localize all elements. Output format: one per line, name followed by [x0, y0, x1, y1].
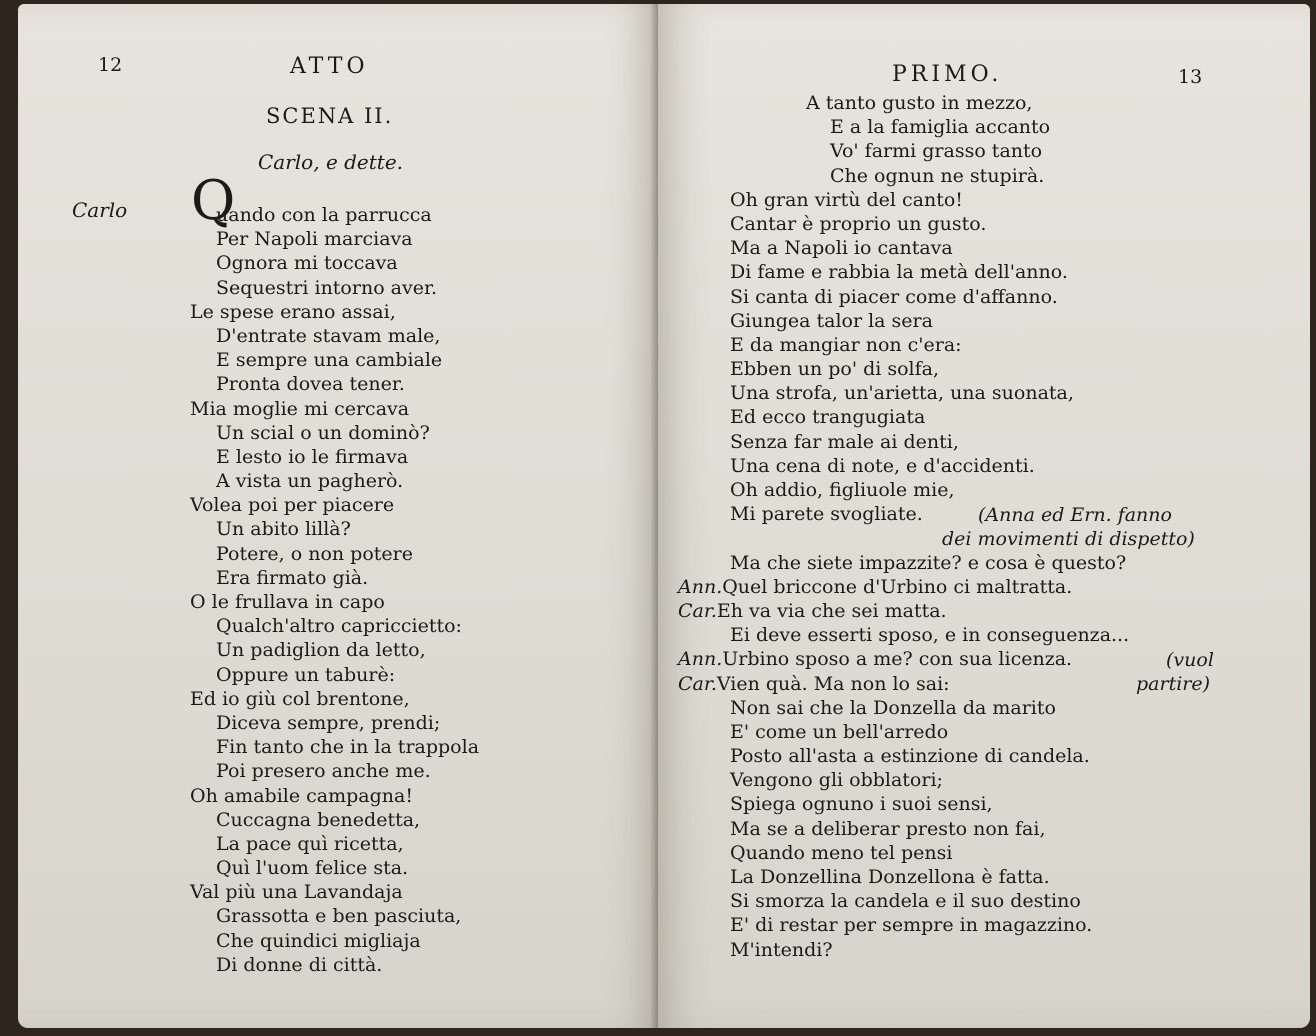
stage-direction-2b: partire) [1136, 673, 1211, 695]
verse-line [678, 841, 1129, 865]
verse-text: Una strofa, un'arietta, una suonata, [730, 382, 1074, 405]
verse-line [678, 672, 1129, 696]
verse-line [678, 647, 1129, 671]
verse-line: Cuccagna benedetta, [216, 808, 421, 831]
verse-line: A vista un pagherò. [216, 470, 404, 493]
stage-direction-1a: (Anna ed Ern. fanno [978, 504, 1172, 526]
verse-line [678, 575, 1129, 599]
verse-text: Ma che siete impazzite? e cosa è questo? [730, 551, 1127, 574]
verse-text: Cantar è proprio un gusto. [730, 212, 987, 235]
verse-text: Urbino sposo a me? con sua licenza. [722, 648, 1073, 671]
verse-text: Che ognun ne stupirà. [830, 164, 1045, 187]
verse-text: Vo' farmi grasso tanto [830, 140, 1043, 163]
verse-line: O le frullava in capo [190, 591, 385, 613]
verse-line: E lesto io le firmava [216, 445, 409, 468]
speaker-abbrev: Ann. [678, 648, 723, 671]
speaker-abbrev: Car. [678, 672, 717, 695]
verse-text: Vengono gli obblatori; [730, 769, 943, 792]
verse-lines-right [678, 91, 1129, 962]
verse-line: Poi presero anche me. [216, 760, 431, 783]
verse-line: D'entrate stavam male, [216, 324, 441, 347]
verse-line [678, 865, 1129, 889]
verse-line [678, 212, 1129, 236]
right-page [658, 4, 1310, 1028]
verse-line: Mia moglie mi cercava [190, 397, 410, 420]
verse-line: Per Napoli marciava [216, 228, 413, 251]
verse-text: A tanto gusto in mezzo, [806, 92, 1033, 114]
verse-line [678, 430, 1129, 454]
verse-text: Una cena di note, e d'accidenti. [730, 454, 1035, 477]
running-head-left: ATTO [290, 54, 369, 79]
verse-text: Di fame e rabbia la metà dell'anno. [730, 261, 1068, 284]
verse-lines-left [190, 227, 479, 977]
verse-text: E' di restar per sempre in magazzino. [730, 914, 1093, 937]
verse-line [678, 333, 1129, 357]
verse-block-left [190, 203, 479, 977]
verse-line: E sempre una cambiale [216, 349, 443, 372]
verse-text: Ma a Napoli io cantava [730, 237, 953, 260]
speaker-label: Carlo [72, 198, 128, 222]
verse-text: Oh addio, figliuole mie, [730, 479, 955, 501]
verse-text: Quando meno tel pensi [730, 841, 953, 864]
verse-line [678, 768, 1129, 792]
verse-line [678, 260, 1129, 284]
verse-line [678, 285, 1129, 309]
speaker-abbrev: Ann. [678, 575, 723, 598]
verse-line [678, 454, 1129, 478]
verse-line [678, 696, 1129, 720]
verse-line [678, 551, 1129, 575]
verse-line: Un scial o un dominò? [216, 421, 430, 444]
verse-line: La pace quì ricetta, [216, 832, 404, 855]
verse-line: Sequestri intorno aver. [216, 276, 438, 299]
verse-line [678, 623, 1129, 647]
verse-text: Si canta di piacer come d'affanno. [730, 285, 1058, 308]
stage-direction-1b: dei movimenti di dispetto) [942, 528, 1195, 550]
verse-text: La Donzellina Donzellona è fatta. [730, 866, 1050, 888]
stage-direction-2a: (vuol [1166, 649, 1214, 671]
verse-line [678, 164, 1129, 188]
verse-line [678, 913, 1129, 937]
verse-line: Un abito lillà? [216, 518, 351, 541]
verse-line: Quì l'uom felice sta. [216, 857, 409, 880]
verse-line: Le spese erano assai, [190, 300, 396, 323]
page-number-right: 13 [1178, 66, 1203, 88]
verse-line [678, 889, 1129, 913]
verse-text: M'intendi? [730, 938, 833, 961]
verse-text: Oh gran virtù del canto! [730, 188, 963, 211]
verse-line [678, 405, 1129, 429]
verse-line: Ognora mi toccava [216, 252, 398, 275]
verse-text: Spiega ognuno i suoi sensi, [730, 793, 993, 816]
verse-text: Ei deve esserti sposo, e in conseguenza... [730, 624, 1130, 647]
verse-line [678, 817, 1129, 841]
verse-line: Oh amabile campagna! [190, 784, 413, 807]
verse-text: Non sai che la Donzella da marito [730, 696, 1056, 719]
verse-line: Che quindici migliaja [216, 929, 421, 952]
verse-line: Val più una Lavandaja [190, 881, 403, 904]
verse-line [678, 720, 1129, 744]
verse-block-right [678, 91, 1129, 962]
verse-line [678, 938, 1129, 962]
verse-line [678, 188, 1129, 212]
verse-line-first: uando con la parrucca [216, 204, 432, 226]
verse-line: Era firmato già. [216, 566, 369, 589]
page-number-left: 12 [98, 54, 123, 76]
verse-text: Senza far male ai denti, [730, 430, 959, 453]
scene-characters: Carlo, e dette. [258, 150, 404, 174]
verse-line: Potere, o non potere [216, 542, 413, 565]
verse-line [678, 792, 1129, 816]
verse-line: Di donne di città. [216, 953, 383, 976]
verse-line: Oppure un taburè: [216, 663, 396, 686]
verse-text: Eh va via che sei matta. [716, 599, 947, 622]
verse-line [678, 139, 1129, 163]
verse-text: Giungea talor la sera [730, 309, 933, 332]
verse-line: Pronta dovea tener. [216, 373, 405, 396]
verse-text: E da mangiar non c'era: [730, 333, 962, 356]
verse-line [678, 115, 1129, 139]
verse-text: E' come un bell'arredo [730, 720, 949, 743]
verse-text: Ed ecco trangugiata [730, 406, 926, 429]
drop-cap: Q [191, 169, 236, 232]
verse-line [678, 236, 1129, 260]
verse-line: Volea poi per piacere [190, 494, 395, 517]
verse-line: Ed io giù col brentone, [190, 687, 410, 710]
verse-line: Qualch'altro capriccietto: [216, 615, 462, 638]
scene-title: SCENA II. [266, 104, 394, 128]
left-page [18, 4, 658, 1028]
verse-line: Un padiglion da letto, [216, 639, 426, 662]
verse-line [678, 478, 1129, 502]
running-head-right: PRIMO. [892, 62, 1003, 87]
verse-line: Diceva sempre, prendi; [216, 711, 441, 734]
verse-text: Quel briccone d'Urbino ci maltratta. [722, 575, 1073, 598]
verse-text: Posto all'asta a estinzione di candela. [730, 745, 1090, 768]
verse-line [678, 599, 1129, 623]
verse-text: Mi parete svogliate. [730, 503, 923, 526]
verse-line: Fin tanto che in la trappola [216, 736, 480, 759]
verse-line [678, 357, 1129, 381]
verse-line [678, 381, 1129, 405]
verse-text: Ebben un po' di solfa, [730, 358, 940, 381]
verse-line [678, 744, 1129, 768]
verse-text: E a la famiglia accanto [830, 116, 1051, 139]
verse-text: Vien quà. Ma non lo sai: [716, 672, 950, 695]
speaker-abbrev: Car. [678, 599, 717, 622]
verse-line [678, 91, 1129, 115]
verse-text: Si smorza la candela e il suo destino [730, 890, 1081, 913]
verse-text: Ma se a deliberar presto non fai, [730, 817, 1046, 840]
verse-line: Grassotta e ben pasciuta, [216, 905, 462, 928]
verse-line [678, 309, 1129, 333]
